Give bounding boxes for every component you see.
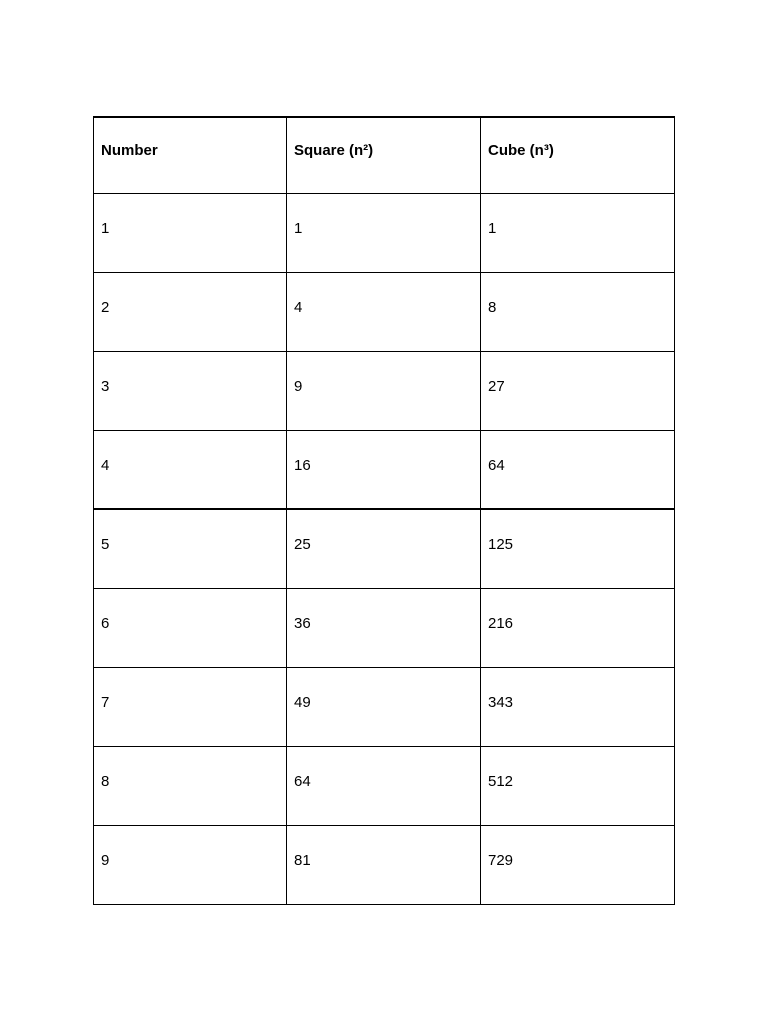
cell-cube: 8 xyxy=(481,272,675,351)
table-row xyxy=(94,509,675,588)
cell-cube: 64 xyxy=(481,430,675,509)
cell-square: 9 xyxy=(287,351,481,430)
cell-square: 1 xyxy=(287,193,481,272)
cell-number: 5 xyxy=(94,509,287,588)
squares-cubes-table xyxy=(93,116,675,905)
cell-square: 64 xyxy=(287,746,481,825)
table-row xyxy=(94,667,675,746)
cell-square: 4 xyxy=(287,272,481,351)
table-row xyxy=(94,351,675,430)
table-row xyxy=(94,825,675,904)
cell-square: 49 xyxy=(287,667,481,746)
cell-number: 1 xyxy=(94,193,287,272)
cell-number: 7 xyxy=(94,667,287,746)
table-row xyxy=(94,193,675,272)
cell-number: 9 xyxy=(94,825,287,904)
cell-cube: 729 xyxy=(481,825,675,904)
table-row xyxy=(94,272,675,351)
cell-cube: 1 xyxy=(481,193,675,272)
cell-number: 6 xyxy=(94,588,287,667)
cell-square: 81 xyxy=(287,825,481,904)
cell-square: 36 xyxy=(287,588,481,667)
cell-cube: 343 xyxy=(481,667,675,746)
table-header-row xyxy=(94,117,675,193)
header-square: Square (n²) xyxy=(287,117,481,193)
cell-number: 8 xyxy=(94,746,287,825)
cell-cube: 27 xyxy=(481,351,675,430)
cell-cube: 216 xyxy=(481,588,675,667)
table-row xyxy=(94,746,675,825)
table-row xyxy=(94,430,675,509)
cell-cube: 512 xyxy=(481,746,675,825)
cell-square: 25 xyxy=(287,509,481,588)
header-number: Number xyxy=(94,117,287,193)
table-row xyxy=(94,588,675,667)
header-cube: Cube (n³) xyxy=(481,117,675,193)
cell-number: 2 xyxy=(94,272,287,351)
cell-number: 3 xyxy=(94,351,287,430)
cell-number: 4 xyxy=(94,430,287,509)
cell-square: 16 xyxy=(287,430,481,509)
cell-cube: 125 xyxy=(481,509,675,588)
